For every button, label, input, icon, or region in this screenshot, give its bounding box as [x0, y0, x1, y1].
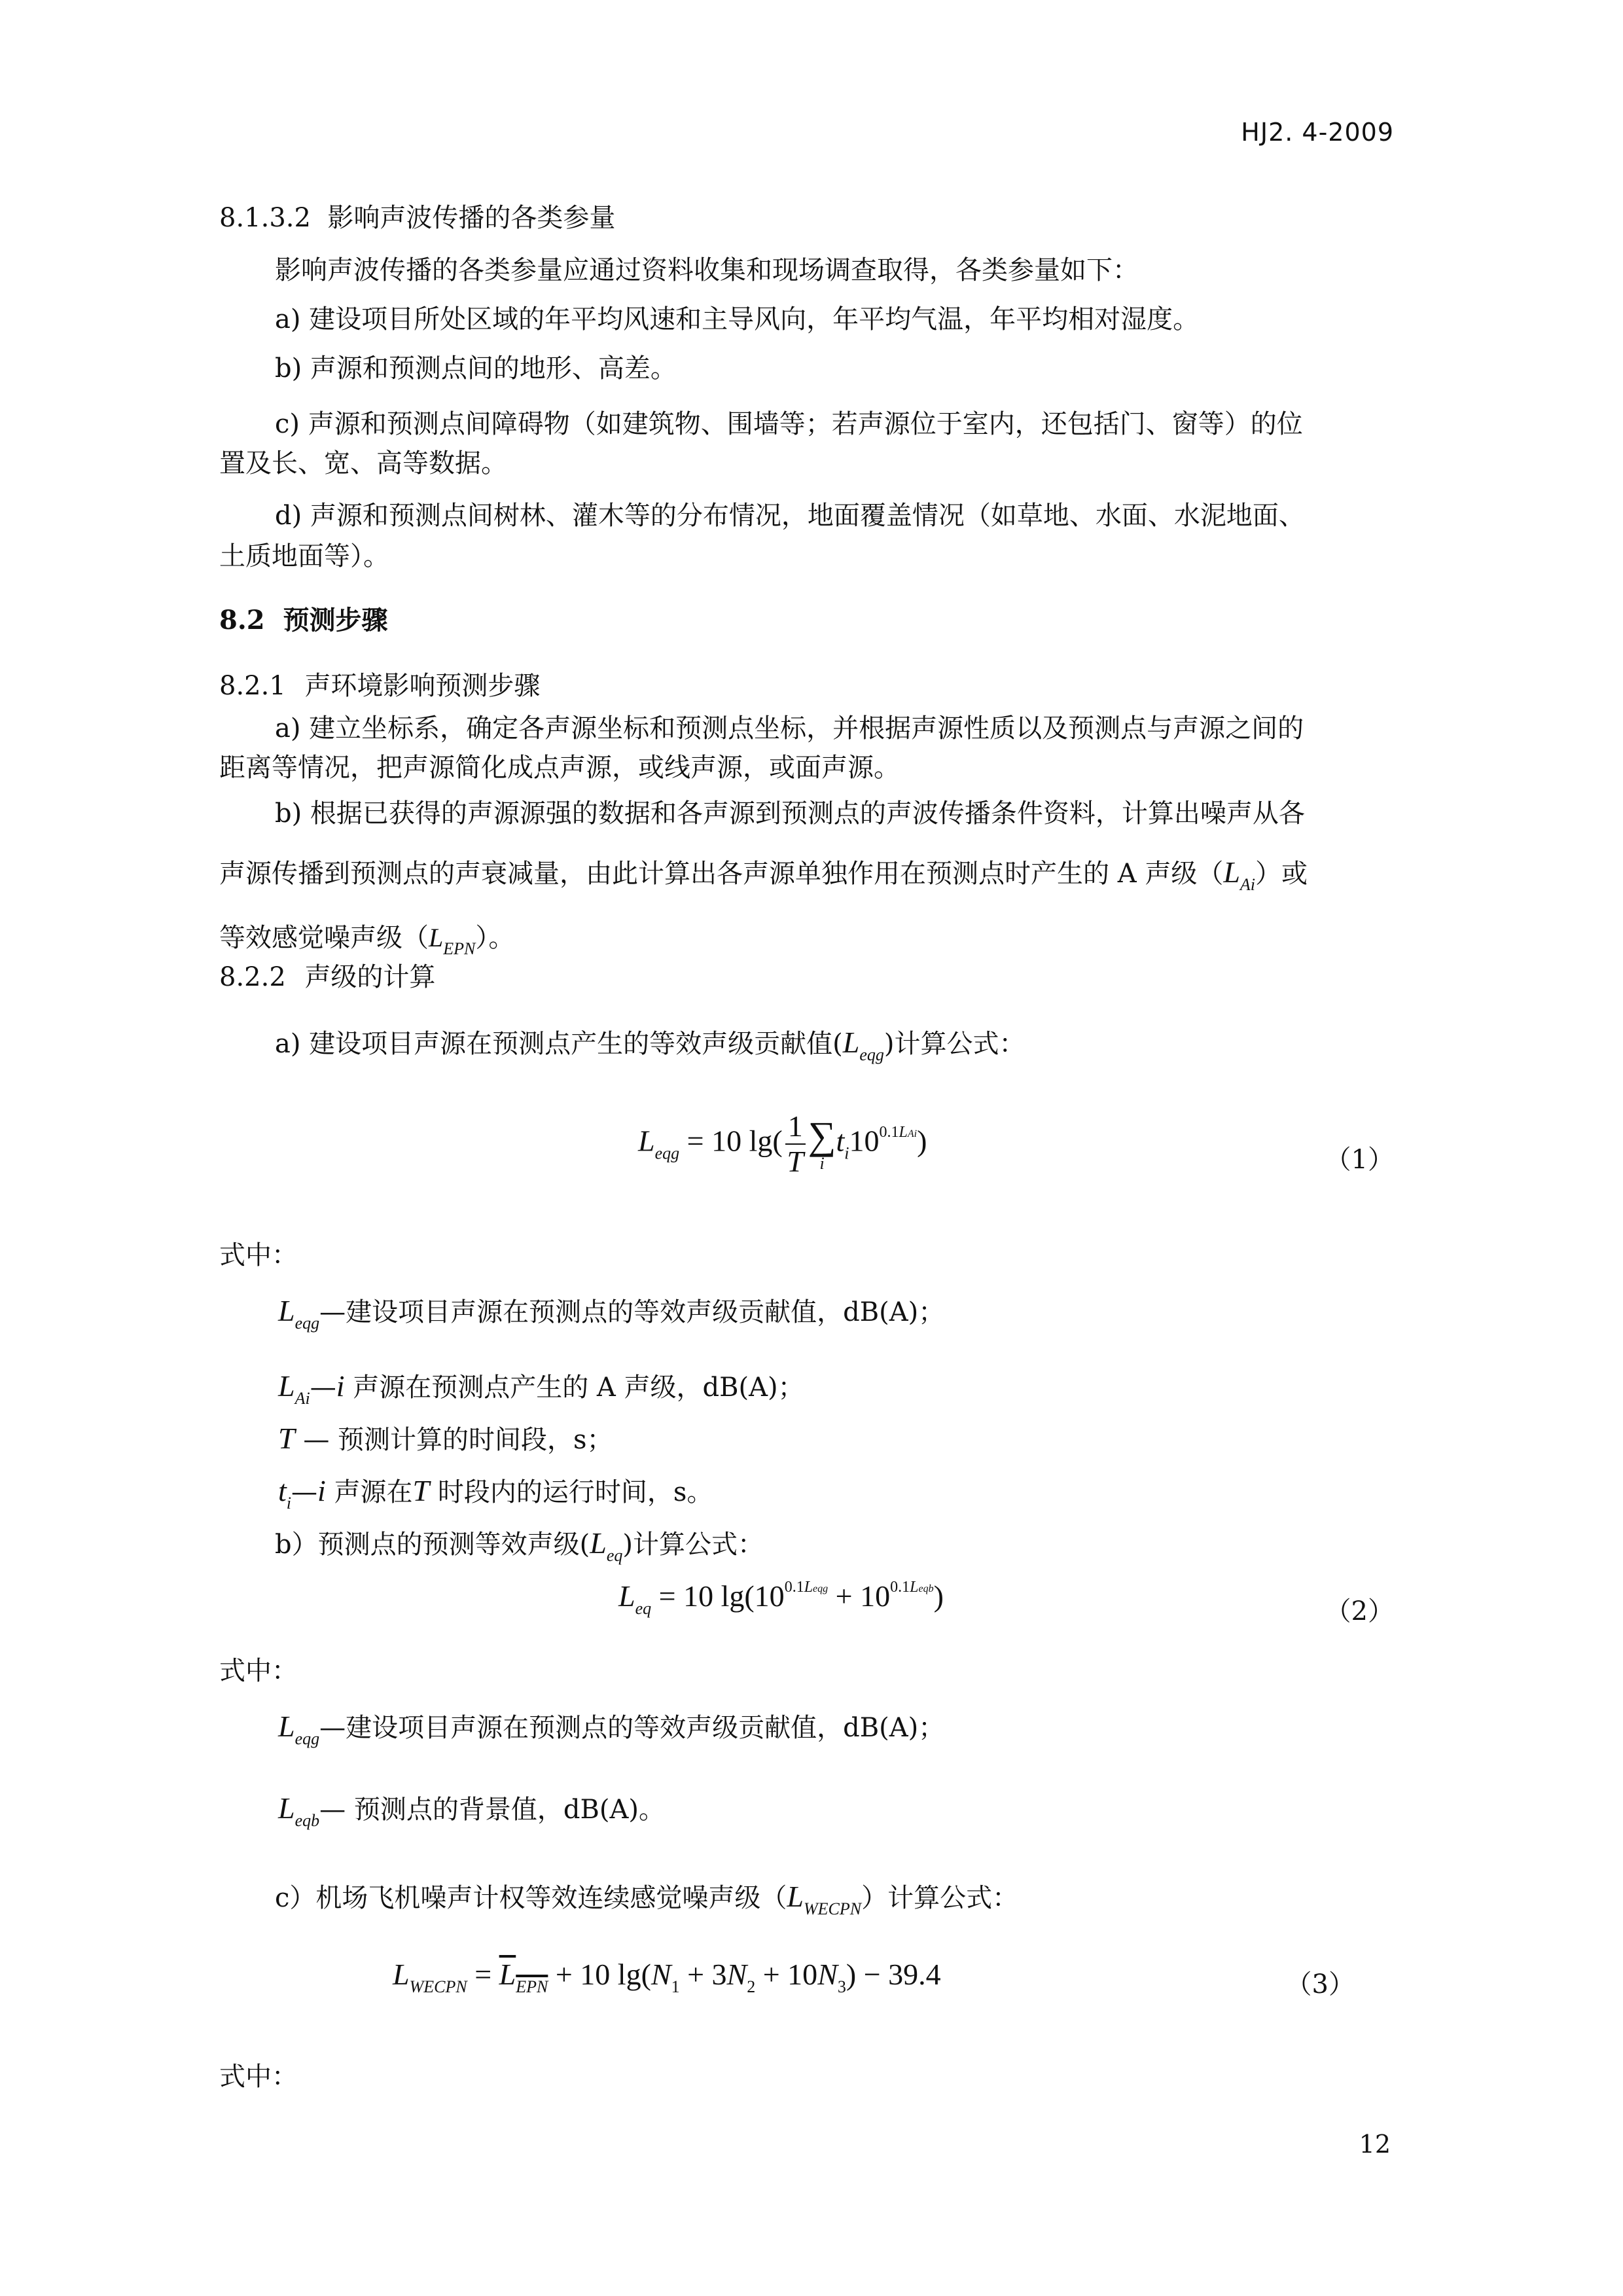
step-item-cont: 等效感觉噪声级$(L_{EPN})$。 [219, 923, 515, 958]
equation-number: （1） [1325, 1145, 1394, 1175]
heading-8-2-2: 8.2.2 声级的计算 [219, 962, 436, 992]
where-label: 式中： [219, 2062, 298, 2092]
definition-ti: $t_i—i$ 声源在T 时段内的运行时间，s。 [278, 1474, 713, 1513]
calc-item: a) 建设项目声源在预测点产生的等效声级贡献值$(L_{eqg})$计算公式： [275, 1026, 1026, 1064]
step-item: a) 建立坐标系，确定各声源坐标和预测点坐标，并根据声源性质以及预测点与声源之间的 [275, 713, 1304, 744]
equation-2: $L_{eq} = 10$ $\lg(10^{0.1Leqg} + 10^{0.1Leqb})$ [618, 1579, 944, 1618]
definition-lai: $L_{Ai}—i$ 声源在预测点产生的 A 声级，dB(A)； [278, 1369, 804, 1408]
where-label: 式中： [219, 1240, 298, 1270]
list-item-cont: 土质地面等）。 [219, 541, 389, 571]
definition-leqg: $L_{eqg}—$建设项目声源在预测点的等效声级贡献值，dB(A)； [278, 1294, 945, 1333]
step-item-cont: 声源传播到预测点的声衰减量，由此计算出各声源单独作用在预测点时产生的 A 声级$(L_{Ai})$或 [219, 855, 1308, 894]
equation-3: $L_{WECPN} = L_{EPN} + 10$ $\lg(N_1 + 3N_2 + 10N_3) - 39.4$ [393, 1958, 941, 1996]
equation-number: （2） [1325, 1596, 1394, 1626]
list-item: a) 建设项目所处区域的年平均风速和主导风向，年平均气温，年平均相对湿度。 [275, 304, 1200, 334]
list-item: b) 声源和预测点间的地形、高差。 [275, 353, 677, 384]
page-number: 12 [1359, 2130, 1391, 2159]
definition-t: T — 预测计算的时间段，s； [278, 1422, 613, 1455]
definition-leqg: $L_{eqg}—$建设项目声源在预测点的等效声级贡献值，dB(A)； [278, 1710, 945, 1748]
list-item: c) 声源和预测点间障碍物（如建筑物、围墙等；若声源位于室内，还包括门、窗等）的位 [275, 409, 1303, 439]
heading-8-2: 8.2 预测步骤 [219, 605, 388, 636]
step-item: b) 根据已获得的声源源强的数据和各声源到预测点的声波传播条件资料，计算出噪声从各 [275, 798, 1305, 829]
equation-1: $L_{eqg} = 10$ lg( $\frac{1}{T}$ ∑ i $t_i10^{0.1LAi}$) [638, 1109, 927, 1178]
equation-number: （3） [1285, 1969, 1355, 2000]
where-label: 式中： [219, 1656, 298, 1686]
definition-leqb: $L_{eqb}—$ 预测点的背景值，dB(A)。 [278, 1791, 665, 1830]
calc-item: c）机场飞机噪声计权等效连续感觉噪声级$(L_{WECPN})$计算公式： [275, 1880, 1019, 1918]
list-item: d) 声源和预测点间树林、灌木等的分布情况，地面覆盖情况（如草地、水面、水泥地面、 [275, 501, 1305, 531]
list-item-cont: 置及长、宽、高等数据。 [219, 448, 507, 478]
standard-code: HJ2. 4-2009 [1241, 118, 1394, 147]
calc-item: b）预测点的预测等效声级$(L_{eq})$计算公式： [275, 1526, 764, 1565]
heading-8-1-3-2: 8.1.3.2 影响声波传播的各类参量 [219, 203, 616, 233]
step-item-cont: 距离等情况，把声源简化成点声源，或线声源，或面声源。 [219, 753, 900, 783]
paragraph: 影响声波传播的各类参量应通过资料收集和现场调查取得，各类参量如下： [275, 255, 1139, 285]
heading-8-2-1: 8.2.1 声环境影响预测步骤 [219, 671, 541, 701]
